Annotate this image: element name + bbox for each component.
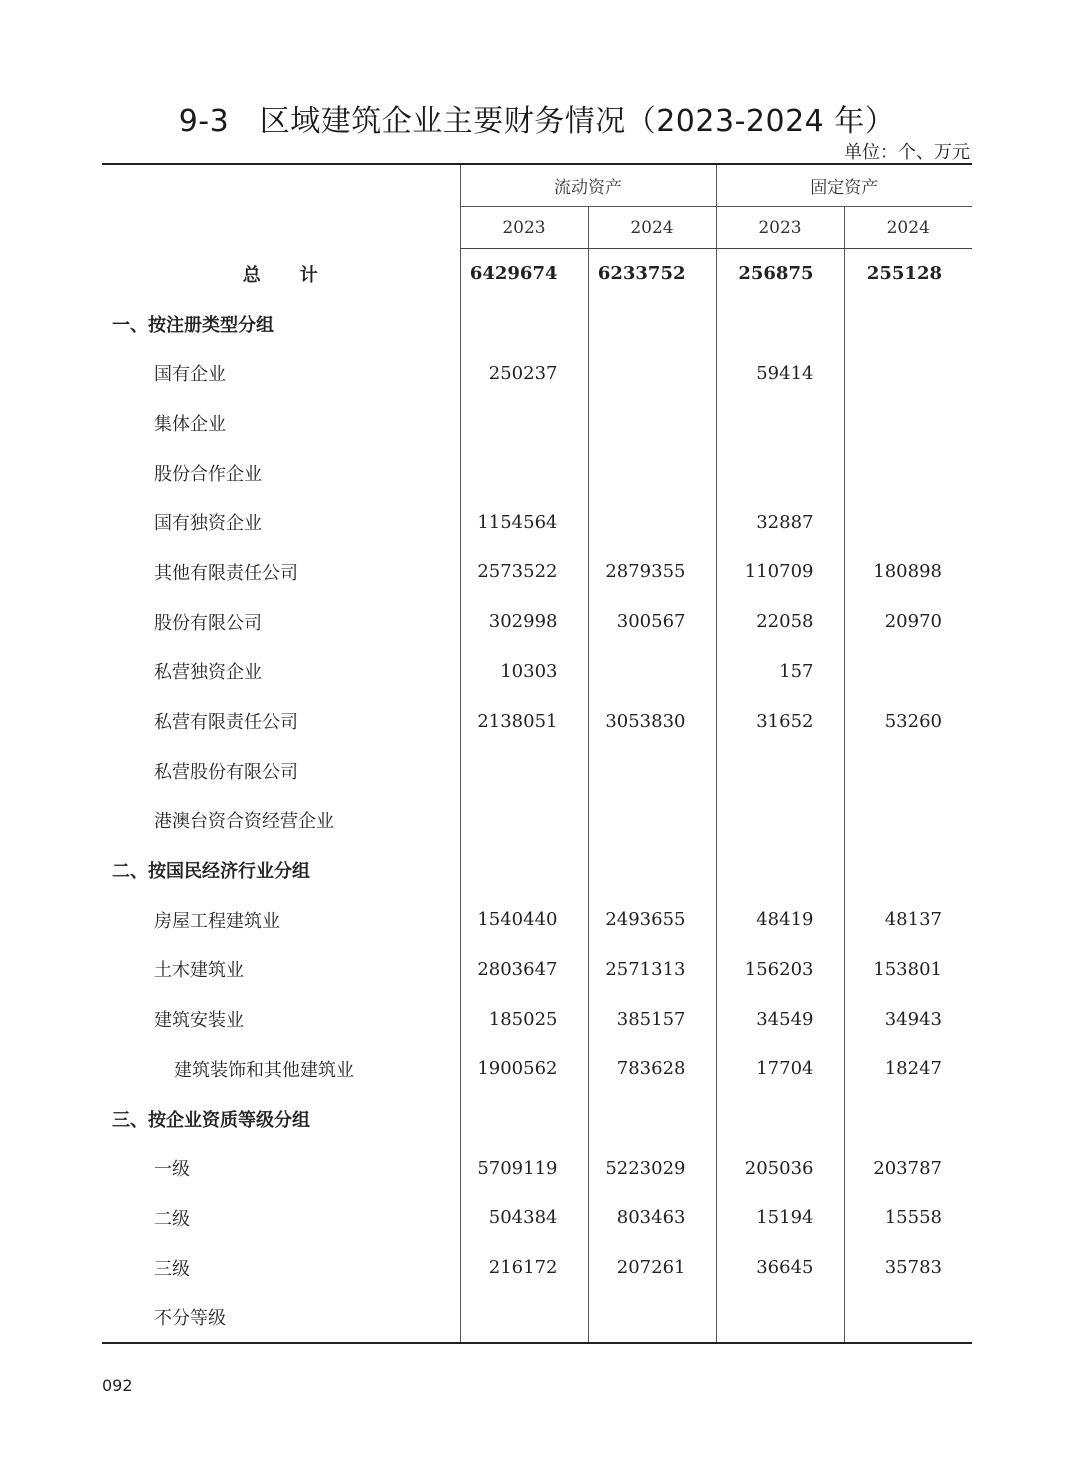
section-header-row: [102, 1094, 972, 1144]
row-label: 建筑装饰和其他建筑业: [174, 1059, 354, 1081]
page-title: 9-3 区域建筑企业主要财务情况（2023-2024 年）: [178, 104, 896, 139]
cell-value: [588, 845, 716, 895]
cell-value: 15194: [716, 1193, 844, 1243]
page-number: 092: [102, 1376, 133, 1395]
cell-value: 31652: [716, 696, 844, 746]
table-row: [102, 547, 972, 597]
section-header-row: [102, 845, 972, 895]
cell-value: 2573522: [460, 547, 588, 597]
cell-value: 153801: [844, 945, 972, 995]
row-label: 不分等级: [102, 1292, 460, 1343]
cell-value: 20970: [844, 597, 972, 647]
cell-value: 803463: [588, 1193, 716, 1243]
table-row: [102, 348, 972, 398]
row-label: 股份有限公司: [154, 612, 262, 634]
cell-value: 2571313: [588, 945, 716, 995]
row-label: 三、按企业资质等级分组: [112, 1109, 310, 1131]
row-label: 房屋工程建筑业: [154, 910, 280, 932]
row-label: 集体企业: [154, 413, 226, 435]
cell-value: 6233752: [588, 249, 716, 299]
row-label: 其他有限责任公司: [154, 562, 298, 584]
cell-value: 35783: [844, 1243, 972, 1293]
row-label: 港澳台资合资经营企业: [154, 811, 334, 833]
row-label: 国有企业: [154, 364, 226, 386]
cell-value: 157: [716, 647, 844, 697]
cell-value: 207261: [588, 1243, 716, 1293]
cell-value: [844, 647, 972, 697]
cell-value: [716, 746, 844, 796]
row-label: 私营有限责任公司: [154, 712, 298, 734]
cell-value: 17704: [716, 1044, 844, 1094]
table-row: [102, 597, 972, 647]
cell-value: 385157: [588, 994, 716, 1044]
cell-value: 1154564: [460, 497, 588, 547]
cell-value: [588, 398, 716, 448]
cell-value: 185025: [460, 994, 588, 1044]
cell-value: [460, 299, 588, 349]
table-row: [102, 796, 972, 846]
cell-value: 2138051: [460, 696, 588, 746]
header-year: 2023: [716, 207, 844, 249]
total-row: [102, 249, 972, 299]
table-row: [102, 895, 972, 945]
table-row: [102, 1044, 972, 1094]
cell-value: [844, 398, 972, 448]
row-label: 建筑安装业: [154, 1010, 244, 1032]
row-label: 土木建筑业: [154, 960, 244, 982]
cell-value: [716, 796, 844, 846]
cell-value: 5223029: [588, 1143, 716, 1193]
cell-value: [844, 796, 972, 846]
cell-value: [460, 796, 588, 846]
table-body: [102, 249, 972, 1344]
cell-value: 250237: [460, 348, 588, 398]
group-header-row: [102, 164, 972, 207]
row-label: 一、按注册类型分组: [112, 314, 274, 336]
cell-value: 48419: [716, 895, 844, 945]
cell-value: 216172: [460, 1243, 588, 1293]
cell-value: [844, 448, 972, 498]
cell-value: [588, 746, 716, 796]
cell-value: [588, 796, 716, 846]
cell-value: 110709: [716, 547, 844, 597]
cell-value: [460, 1094, 588, 1144]
cell-value: [716, 1292, 844, 1343]
cell-value: 34549: [716, 994, 844, 1044]
cell-value: [460, 845, 588, 895]
row-label: 总 计: [242, 264, 319, 286]
unit-note: 单位：个、万元: [844, 142, 970, 163]
cell-value: 255128: [844, 249, 972, 299]
cell-value: 48137: [844, 895, 972, 945]
cell-value: [844, 1292, 972, 1343]
cell-value: [716, 1094, 844, 1144]
cell-value: [588, 448, 716, 498]
section-header-row: [102, 299, 972, 349]
cell-value: [716, 845, 844, 895]
cell-value: 53260: [844, 696, 972, 746]
cell-value: [588, 647, 716, 697]
cell-value: [844, 299, 972, 349]
cell-value: [588, 1292, 716, 1343]
cell-value: 180898: [844, 547, 972, 597]
cell-value: 1540440: [460, 895, 588, 945]
table-row: [102, 1243, 972, 1293]
cell-value: 6429674: [460, 249, 588, 299]
cell-value: 300567: [588, 597, 716, 647]
cell-value: 15558: [844, 1193, 972, 1243]
cell-value: [716, 299, 844, 349]
cell-value: 783628: [588, 1044, 716, 1094]
row-label: 一级: [154, 1159, 190, 1181]
row-label: 三级: [154, 1258, 190, 1280]
header-fixed-assets: 固定资产: [716, 164, 972, 207]
header-blank: [102, 164, 460, 249]
table-row: [102, 1143, 972, 1193]
table-row: [102, 994, 972, 1044]
cell-value: 302998: [460, 597, 588, 647]
cell-value: [588, 299, 716, 349]
cell-value: [844, 845, 972, 895]
table-row: [102, 746, 972, 796]
cell-value: 34943: [844, 994, 972, 1044]
cell-value: [716, 398, 844, 448]
row-label: 私营独资企业: [154, 662, 262, 684]
table-row: [102, 696, 972, 746]
cell-value: 504384: [460, 1193, 588, 1243]
row-label: 股份合作企业: [154, 463, 262, 485]
cell-value: [588, 497, 716, 547]
table-row: [102, 647, 972, 697]
cell-value: 10303: [460, 647, 588, 697]
header-year: 2023: [460, 207, 588, 249]
table-row: [102, 1292, 972, 1343]
table-row: [102, 945, 972, 995]
cell-value: [460, 1292, 588, 1343]
cell-value: 203787: [844, 1143, 972, 1193]
row-label: 二、按国民经济行业分组: [112, 861, 310, 883]
cell-value: 5709119: [460, 1143, 588, 1193]
cell-value: [844, 348, 972, 398]
cell-value: [844, 497, 972, 547]
table-row: [102, 1193, 972, 1243]
row-label: 国有独资企业: [154, 513, 262, 535]
table-row: [102, 448, 972, 498]
cell-value: 59414: [716, 348, 844, 398]
cell-value: 3053830: [588, 696, 716, 746]
cell-value: [460, 398, 588, 448]
cell-value: [460, 746, 588, 796]
cell-value: [844, 746, 972, 796]
cell-value: 32887: [716, 497, 844, 547]
cell-value: 156203: [716, 945, 844, 995]
cell-value: [716, 448, 844, 498]
cell-value: 22058: [716, 597, 844, 647]
header-year: 2024: [844, 207, 972, 249]
cell-value: [588, 1094, 716, 1144]
header-current-assets: 流动资产: [460, 164, 716, 207]
cell-value: [844, 1094, 972, 1144]
cell-value: [588, 348, 716, 398]
cell-value: 2493655: [588, 895, 716, 945]
cell-value: 256875: [716, 249, 844, 299]
table-row: [102, 497, 972, 547]
cell-value: 36645: [716, 1243, 844, 1293]
cell-value: 1900562: [460, 1044, 588, 1094]
table-row: [102, 398, 972, 448]
row-label: 私营股份有限公司: [154, 761, 298, 783]
cell-value: [460, 448, 588, 498]
row-label: 二级: [154, 1208, 190, 1230]
cell-value: 2803647: [460, 945, 588, 995]
finance-table: [102, 163, 972, 1344]
cell-value: 205036: [716, 1143, 844, 1193]
header-year: 2024: [588, 207, 716, 249]
cell-value: 2879355: [588, 547, 716, 597]
cell-value: 18247: [844, 1044, 972, 1094]
